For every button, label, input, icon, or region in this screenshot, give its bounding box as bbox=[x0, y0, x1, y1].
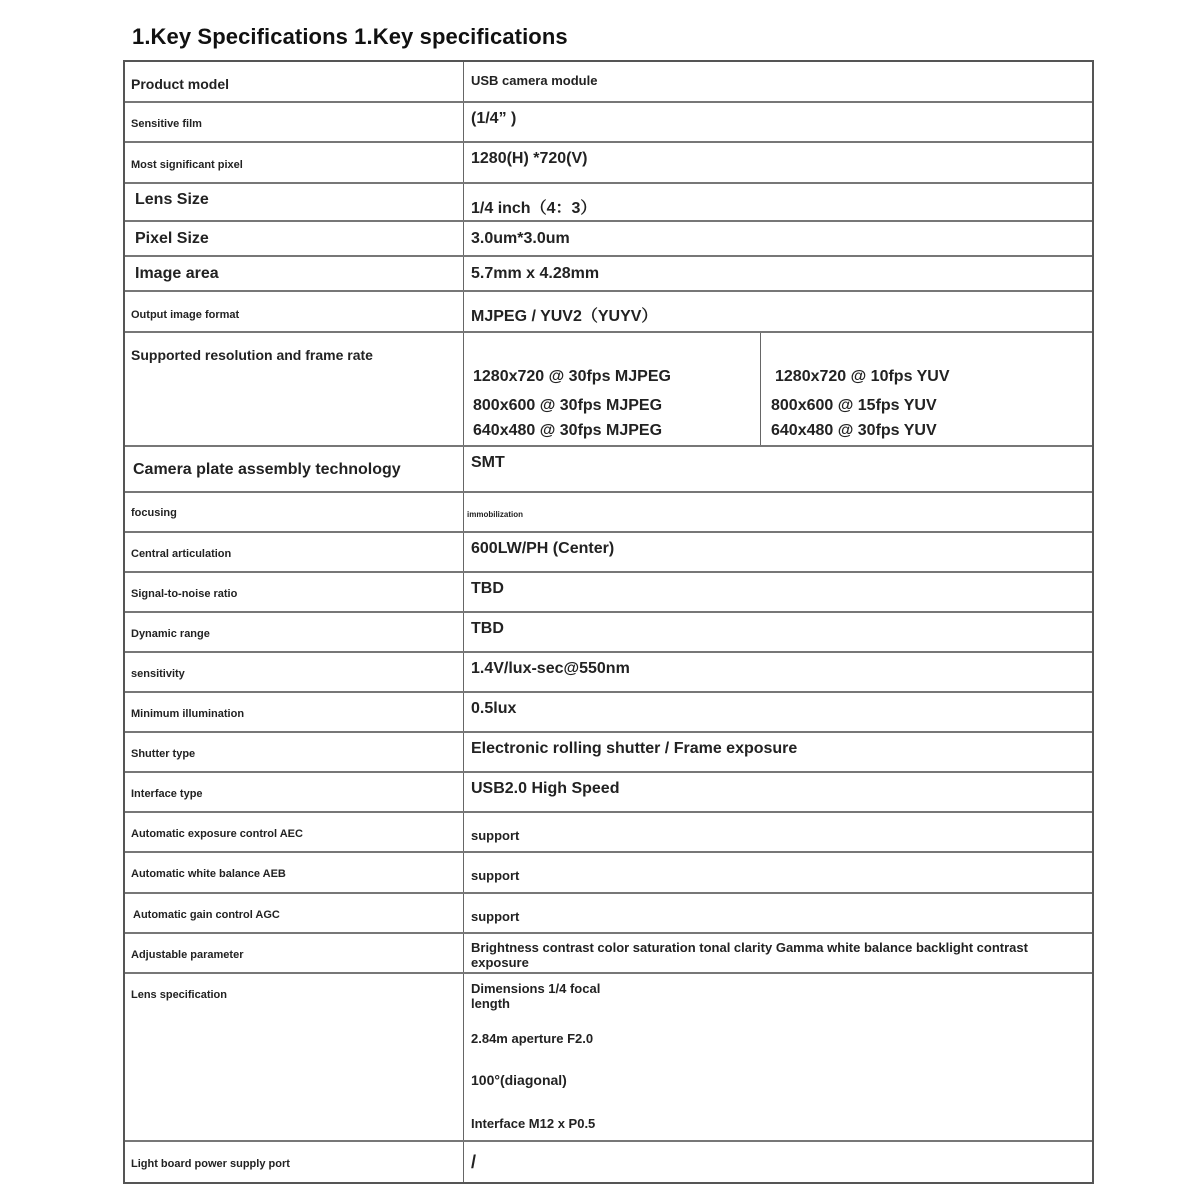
mjpeg-resolution-1: 1280x720 @ 30fps MJPEG bbox=[473, 368, 671, 385]
row-value: 600LW/PH (Center) bbox=[471, 540, 615, 557]
row-label: Dynamic range bbox=[131, 628, 210, 640]
row-value: 0.5lux bbox=[471, 700, 517, 717]
table-row bbox=[125, 813, 1092, 853]
table-row bbox=[125, 894, 1092, 934]
row-value: support bbox=[471, 828, 520, 843]
table-row bbox=[125, 447, 1092, 493]
row-label: Automatic exposure control AEC bbox=[131, 828, 303, 840]
row-value: SMT bbox=[471, 454, 505, 471]
table-row bbox=[125, 103, 1092, 143]
row-value: Electronic rolling shutter / Frame exposure bbox=[471, 740, 798, 757]
row-label: sensitivity bbox=[131, 668, 185, 680]
table-row bbox=[125, 733, 1092, 773]
row-label: Signal-to-noise ratio bbox=[131, 588, 238, 600]
table-row bbox=[125, 974, 1092, 1142]
row-value: USB2.0 High Speed bbox=[471, 780, 620, 797]
page-title: 1.Key Specifications 1.Key specifications bbox=[132, 24, 568, 49]
table-row bbox=[125, 573, 1092, 613]
row-value: TBD bbox=[471, 580, 504, 597]
table-row bbox=[125, 653, 1092, 693]
row-label: Image area bbox=[135, 265, 219, 282]
row-value: 1.4V/lux-sec@550nm bbox=[471, 660, 630, 677]
table-row bbox=[125, 222, 1092, 257]
row-label: Minimum illumination bbox=[131, 708, 245, 720]
table-row bbox=[125, 257, 1092, 292]
row-label: Pixel Size bbox=[135, 230, 209, 247]
table-row bbox=[125, 773, 1092, 813]
lens-spec-line-4: Interface M12 x P0.5 bbox=[471, 1116, 596, 1131]
row-value: (1/4” ) bbox=[471, 110, 517, 127]
mjpeg-resolution-2: 800x600 @ 30fps MJPEG bbox=[473, 397, 663, 414]
table-row bbox=[125, 184, 1092, 222]
table-row bbox=[125, 143, 1092, 184]
row-value: 1/4 inch（4：3） bbox=[471, 200, 597, 217]
row-label: Light board power supply port bbox=[131, 1158, 290, 1170]
lens-spec-line-2: 2.84m aperture F2.0 bbox=[471, 1031, 594, 1046]
table-row bbox=[125, 693, 1092, 733]
row-value: support bbox=[471, 868, 520, 883]
yuv-resolution-3: 640x480 @ 30fps YUV bbox=[771, 422, 937, 439]
row-label: Central articulation bbox=[131, 548, 232, 560]
row-label: Camera plate assembly technology bbox=[133, 461, 401, 478]
row-label: Shutter type bbox=[131, 748, 196, 760]
row-label: Automatic gain control AGC bbox=[133, 909, 280, 921]
row-value: / bbox=[471, 1152, 477, 1172]
table-row bbox=[125, 613, 1092, 653]
table-row bbox=[125, 1142, 1092, 1184]
row-label: Lens Size bbox=[135, 191, 209, 208]
table-row bbox=[125, 853, 1092, 894]
row-value: USB camera module bbox=[471, 73, 598, 88]
table-row bbox=[125, 333, 1092, 447]
row-value: support bbox=[471, 909, 520, 924]
row-label: Interface type bbox=[131, 788, 203, 800]
row-value: MJPEG / YUV2（YUYV） bbox=[471, 308, 658, 325]
lens-spec-line-3: 100°(diagonal) bbox=[471, 1072, 567, 1088]
table-row bbox=[125, 292, 1092, 333]
yuv-resolution-2: 800x600 @ 15fps YUV bbox=[771, 397, 937, 414]
subcolumn-divider bbox=[760, 333, 761, 445]
row-label: Output image format bbox=[131, 309, 240, 321]
row-value: 5.7mm x 4.28mm bbox=[471, 265, 600, 282]
row-label: focusing bbox=[131, 507, 177, 519]
row-value: TBD bbox=[471, 620, 504, 637]
row-value: Brightness contrast color saturation tonal clarity Gamma white balance backlight contrast exposure bbox=[471, 940, 1028, 970]
row-value: 1280(H) *720(V) bbox=[471, 150, 588, 167]
mjpeg-resolution-3: 640x480 @ 30fps MJPEG bbox=[473, 422, 663, 439]
row-label: Most significant pixel bbox=[131, 159, 243, 171]
table-row bbox=[125, 934, 1092, 974]
row-label: Product model bbox=[131, 76, 230, 92]
table-row bbox=[125, 493, 1092, 533]
row-label: Adjustable parameter bbox=[131, 949, 244, 961]
yuv-resolution-1: 1280x720 @ 10fps YUV bbox=[775, 368, 950, 385]
row-label: Automatic white balance AEB bbox=[131, 868, 286, 880]
row-label: Supported resolution and frame rate bbox=[131, 347, 373, 363]
row-value: 3.0um*3.0um bbox=[471, 230, 570, 247]
table-row bbox=[125, 62, 1092, 103]
specifications-table bbox=[123, 60, 1094, 1184]
lens-spec-line-1: Dimensions 1/4 focal length bbox=[471, 981, 601, 1011]
row-value: immobilization bbox=[467, 510, 523, 519]
row-label: Lens specification bbox=[131, 989, 227, 1001]
row-label: Sensitive film bbox=[131, 118, 202, 130]
table-row bbox=[125, 533, 1092, 573]
